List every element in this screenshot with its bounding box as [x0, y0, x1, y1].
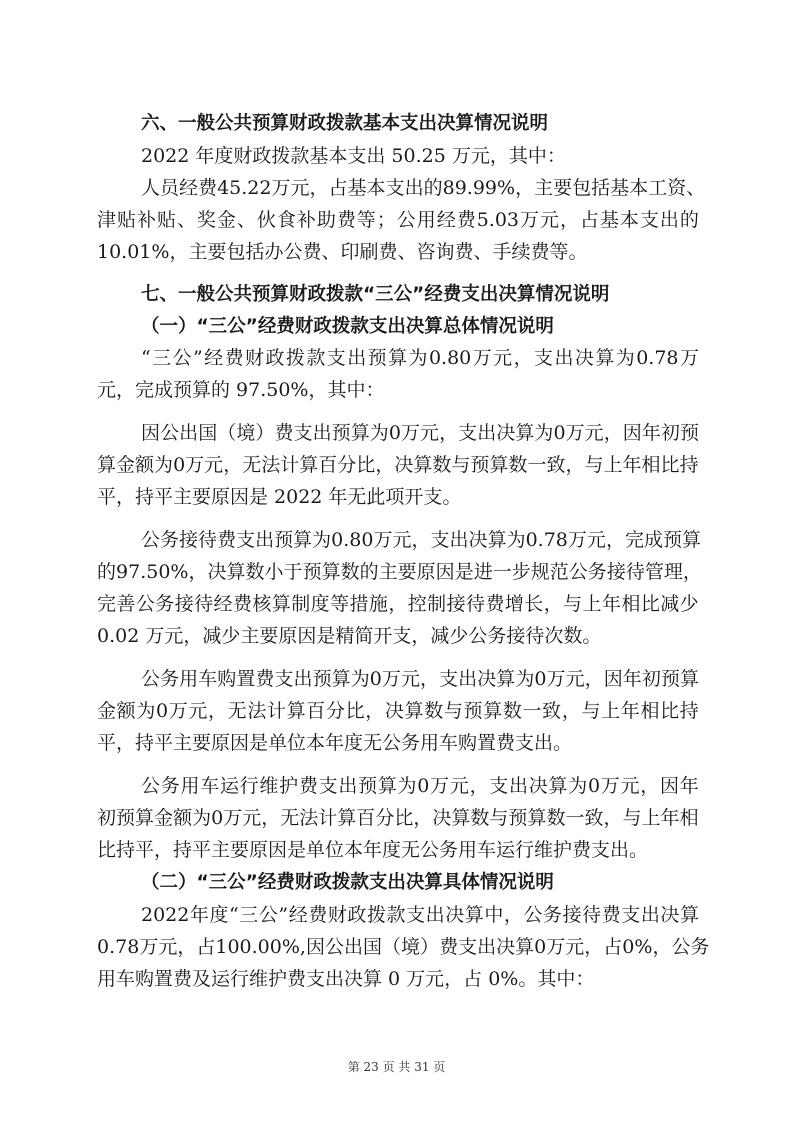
section-heading: （一）“三公”经费财政拨款支出决算总体情况说明 [141, 316, 554, 337]
paragraph-line: 公 务 接 待 费 支 出 预 算 为 0.80 万 元 ， 支 出 决 算 为 0.78 万 元 ， 完 成 预 算 [141, 529, 702, 551]
paragraph-line: 0.78 万 元 ， 占 100.00%, 因 公 出 国 （ 境 ） 费 支 出 决 算 0 万 元 ， 占 0% ， 公 务 [97, 936, 710, 958]
paragraph-line: 元，完成预算的 97.50%，其中： [97, 379, 385, 401]
paragraph-line: 初 预 算 金 额 为 0 万 元 ， 无 法 计 算 百 分 比 ， 决 算 数 与 预 算 数 一 致 ， 与 上 年 相 [97, 807, 699, 829]
paragraph-line: 津 贴 补 贴 、 奖 金 、 伙 食 补 助 费 等 ； 公 用 经 费 5.03 万 元 ， 占 基 本 支 出 的 [97, 209, 699, 231]
paragraph-line: 的 97.50% ， 决 算 数 小 于 预 算 数 的 主 要 原 因 是 进 一 步 规 范 公 务 接 待 管 理 ， [97, 561, 702, 583]
paragraph-line: 金 额 为 0 万 元 ， 无 法 计 算 百 分 比 ， 决 算 数 与 预 算 数 一 致 ， 与 上 年 相 比 持 [97, 700, 699, 722]
paragraph-line: 10.01%，主要包括办公费、印刷费、咨询费、手续费等。 [97, 241, 588, 263]
paragraph-line: 0.02 万元，减少主要原因是精简开支，减少公务接待次数。 [97, 625, 602, 647]
paragraph-line: 因 公 出 国 （ 境 ） 费 支 出 预 算 为 0 万 元 ， 支 出 决 算 为 0 万 元 ， 因 年 初 预 [141, 422, 699, 444]
paragraph-line: 平，持平主要原因是 2022 年无此项开支。 [97, 486, 462, 508]
section-heading: 七、一般公共预算财政拨款“三公”经费支出决算情况说明 [141, 284, 610, 305]
paragraph-line: 比持平，持平主要原因是单位本年度无公务用车运行维护费支出。 [97, 839, 649, 861]
page-footer: 第 23 页 共 31 页 [347, 1060, 446, 1074]
paragraph-line: 用车购置费及运行维护费支出决算 0 万元，占 0%。其中： [97, 968, 595, 990]
paragraph-line: 完 善 公 务 接 待 经 费 核 算 制 度 等 措 施 ， 控 制 接 待 费 增 长 ， 与 上 年 相 比 减 少 [97, 593, 699, 615]
paragraph-line: 2022 年 度 “ 三 公 ” 经 费 财 政 拨 款 支 出 决 算 中 ， 公 务 接 待 费 支 出 决 算 [141, 904, 699, 926]
paragraph-line: 2022 年度财政拨款基本支出 50.25 万元，其中： [141, 145, 566, 167]
section-heading: 六、一般公共预算财政拨款基本支出决算情况说明 [141, 113, 549, 134]
paragraph-line: 算 金 额 为 0 万 元 ， 无 法 计 算 百 分 比 ， 决 算 数 与 预 算 数 一 致 ， 与 上 年 相 比 持 [97, 454, 699, 476]
paragraph-line: 人 员 经 费 45.22 万 元 ， 占 基 本 支 出 的 89.99% ， 主 要 包 括 基 本 工 资 、 [141, 177, 706, 199]
section-heading: （二）“三公”经费财政拨款支出决算具体情况说明 [141, 872, 554, 893]
paragraph-line: 公 务 用 车 购 置 费 支 出 预 算 为 0 万 元 ， 支 出 决 算 为 0 万 元 ， 因 年 初 预 算 [141, 668, 699, 690]
paragraph-line: 公 务 用 车 运 行 维 护 费 支 出 预 算 为 0 万 元 ， 支 出 决 算 为 0 万 元 ， 因 年 [141, 775, 699, 797]
paragraph-line: 平，持平主要原因是单位本年度无公务用车购置费支出。 [97, 732, 573, 754]
paragraph-line: “ 三 公 ” 经 费 财 政 拨 款 支 出 预 算 为 0.80 万 元 ， 支 出 决 算 为 0.78 万 [141, 347, 699, 369]
